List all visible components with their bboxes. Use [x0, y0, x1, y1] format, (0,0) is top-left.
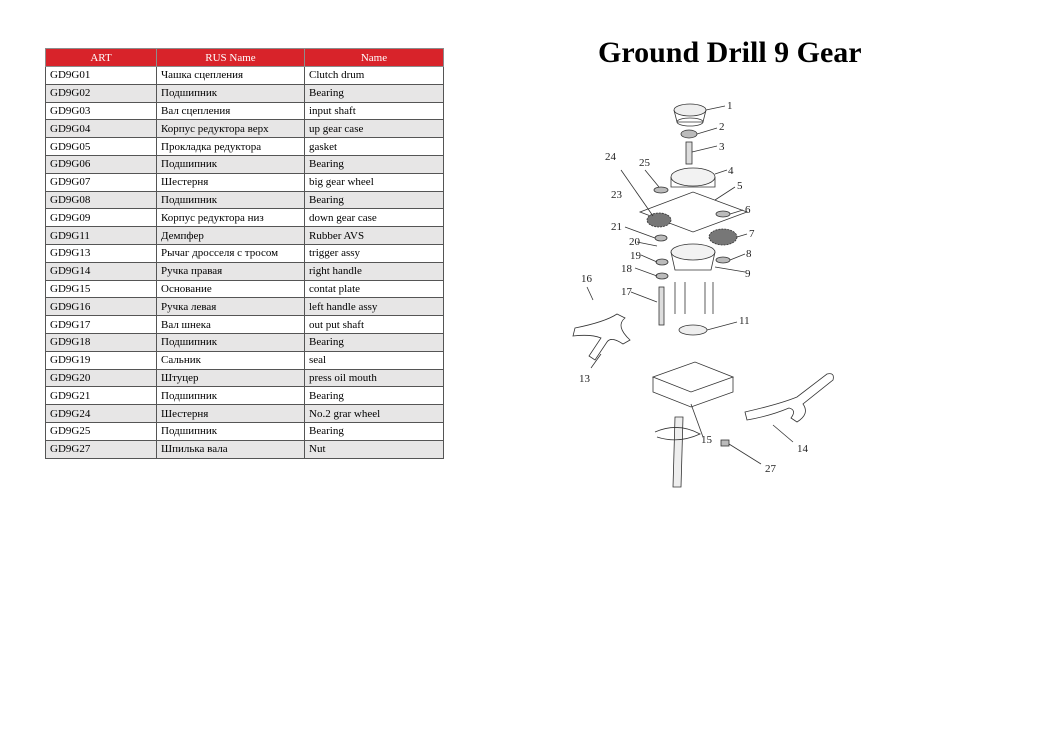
- cell-art: GD9G05: [46, 138, 157, 156]
- table-row: [46, 191, 444, 209]
- cell-rus-name: Подшипник: [157, 191, 305, 209]
- cell-rus-name: Рычаг дросселя с тросом: [157, 244, 305, 262]
- cell-art: GD9G16: [46, 298, 157, 316]
- cell-rus-name: Ручка левая: [157, 298, 305, 316]
- cell-rus-name: Основание: [157, 280, 305, 298]
- table-row: [46, 316, 444, 334]
- table-row: [46, 262, 444, 280]
- cell-rus-name: Демпфер: [157, 227, 305, 245]
- callout-label: 1: [727, 100, 733, 112]
- cell-rus-name: Ручка правая: [157, 262, 305, 280]
- table-row: [46, 102, 444, 120]
- table-row: [46, 351, 444, 369]
- cell-art: GD9G24: [46, 405, 157, 423]
- cell-art: GD9G17: [46, 316, 157, 334]
- cell-art: GD9G19: [46, 351, 157, 369]
- callout-label: 6: [745, 204, 751, 216]
- table-row: [46, 298, 444, 316]
- callout-label: 11: [739, 315, 750, 327]
- cell-name: No.2 grar wheel: [305, 405, 444, 423]
- cell-art: GD9G20: [46, 369, 157, 387]
- cell-rus-name: Подшипник: [157, 333, 305, 351]
- table-body: [46, 67, 444, 459]
- callout-label: 9: [745, 268, 751, 280]
- cell-name: Bearing: [305, 387, 444, 405]
- table-row: [46, 369, 444, 387]
- cell-rus-name: Шестерня: [157, 173, 305, 191]
- cell-art: GD9G06: [46, 155, 157, 173]
- cell-art: GD9G18: [46, 333, 157, 351]
- header-rus-name: RUS Name: [157, 49, 305, 67]
- cell-art: GD9G09: [46, 209, 157, 227]
- cell-name: up gear case: [305, 120, 444, 138]
- cell-rus-name: Корпус редуктора низ: [157, 209, 305, 227]
- cell-name: Clutch drum: [305, 67, 444, 85]
- cell-name: Bearing: [305, 155, 444, 173]
- cell-art: GD9G04: [46, 120, 157, 138]
- table-row: [46, 333, 444, 351]
- callout-label: 25: [639, 157, 650, 169]
- table-row: [46, 84, 444, 102]
- page-title: Ground Drill 9 Gear: [598, 36, 862, 69]
- callout-label: 16: [581, 273, 592, 285]
- table-header: [46, 49, 444, 67]
- cell-name: right handle: [305, 262, 444, 280]
- cell-art: GD9G15: [46, 280, 157, 298]
- table-row: [46, 67, 444, 85]
- cell-rus-name: Вал шнека: [157, 316, 305, 334]
- cell-art: GD9G07: [46, 173, 157, 191]
- callout-label: 7: [749, 228, 755, 240]
- cell-name: contat plate: [305, 280, 444, 298]
- callout-label: 8: [746, 248, 752, 260]
- header-name: Name: [305, 49, 444, 67]
- table-row: [46, 209, 444, 227]
- table-row: [46, 244, 444, 262]
- table-row: [46, 440, 444, 458]
- cell-rus-name: Штуцер: [157, 369, 305, 387]
- cell-rus-name: Вал сцепления: [157, 102, 305, 120]
- cell-name: press oil mouth: [305, 369, 444, 387]
- cell-art: GD9G21: [46, 387, 157, 405]
- cell-art: GD9G13: [46, 244, 157, 262]
- callout-label: 19: [630, 250, 641, 262]
- callout-label: 21: [611, 221, 622, 233]
- cell-name: Bearing: [305, 422, 444, 440]
- cell-name: down gear case: [305, 209, 444, 227]
- cell-name: gasket: [305, 138, 444, 156]
- cell-rus-name: Прокладка редуктора: [157, 138, 305, 156]
- cell-name: Bearing: [305, 191, 444, 209]
- cell-name: out put shaft: [305, 316, 444, 334]
- table-row: [46, 227, 444, 245]
- cell-art: GD9G02: [46, 84, 157, 102]
- callout-label: 4: [728, 165, 734, 177]
- cell-art: GD9G03: [46, 102, 157, 120]
- cell-rus-name: Шпилька вала: [157, 440, 305, 458]
- callout-label: 18: [621, 263, 632, 275]
- callout-label: 20: [629, 236, 640, 248]
- table-row: [46, 387, 444, 405]
- callout-label: 15: [701, 434, 712, 446]
- cell-rus-name: Корпус редуктора верх: [157, 120, 305, 138]
- cell-name: Bearing: [305, 333, 444, 351]
- cell-name: seal: [305, 351, 444, 369]
- table-row: [46, 405, 444, 423]
- callout-label: 14: [797, 443, 808, 455]
- cell-art: GD9G14: [46, 262, 157, 280]
- cell-art: GD9G08: [46, 191, 157, 209]
- cell-rus-name: Подшипник: [157, 155, 305, 173]
- cell-name: Rubber AVS: [305, 227, 444, 245]
- cell-name: big gear wheel: [305, 173, 444, 191]
- callout-label: 13: [579, 373, 590, 385]
- table-row: [46, 138, 444, 156]
- callout-label: 23: [611, 189, 622, 201]
- header-art: ART: [46, 49, 157, 67]
- callout-label: 5: [737, 180, 743, 192]
- cell-name: Nut: [305, 440, 444, 458]
- table-row: [46, 155, 444, 173]
- callout-label: 3: [719, 141, 725, 153]
- cell-art: GD9G11: [46, 227, 157, 245]
- cell-art: GD9G27: [46, 440, 157, 458]
- cell-name: Bearing: [305, 84, 444, 102]
- callout-label: 17: [621, 286, 632, 298]
- cell-name: left handle assy: [305, 298, 444, 316]
- callout-label: 24: [605, 151, 616, 163]
- cell-name: input shaft: [305, 102, 444, 120]
- cell-art: GD9G25: [46, 422, 157, 440]
- exploded-parts-diagram: [565, 92, 865, 492]
- cell-rus-name: Подшипник: [157, 84, 305, 102]
- table-row: [46, 280, 444, 298]
- cell-rus-name: Шестерня: [157, 405, 305, 423]
- table-row: [46, 422, 444, 440]
- cell-name: trigger assy: [305, 244, 444, 262]
- cell-rus-name: Чашка сцепления: [157, 67, 305, 85]
- cell-art: GD9G01: [46, 67, 157, 85]
- cell-rus-name: Сальник: [157, 351, 305, 369]
- cell-rus-name: Подшипник: [157, 422, 305, 440]
- table-row: [46, 173, 444, 191]
- cell-rus-name: Подшипник: [157, 387, 305, 405]
- parts-table: [45, 48, 444, 459]
- callout-label: 2: [719, 121, 725, 133]
- callout-label: 27: [765, 463, 776, 475]
- table-row: [46, 120, 444, 138]
